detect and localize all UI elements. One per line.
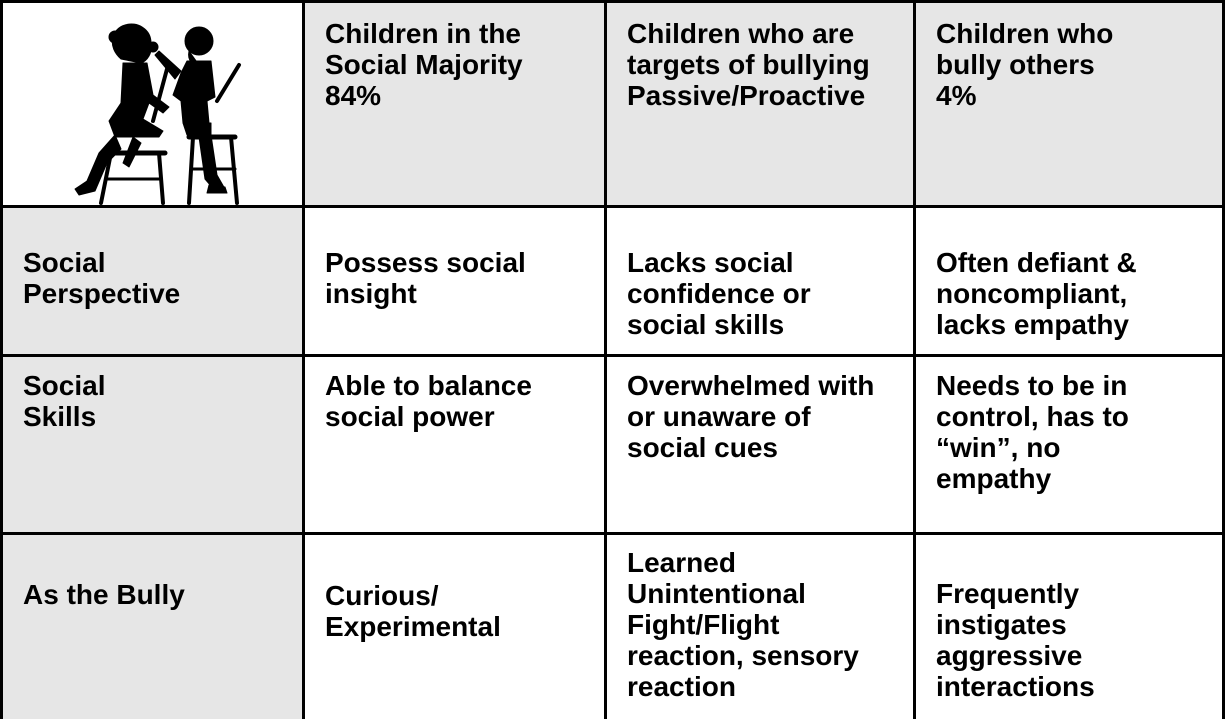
column-divider xyxy=(913,0,916,719)
column-divider xyxy=(604,0,607,719)
row2-col2-cell: Overwhelmed with or unaware of social cues xyxy=(627,370,875,463)
row-divider xyxy=(0,205,1225,208)
column-divider xyxy=(302,0,305,719)
row1-col2-cell: Lacks social confidence or social skills xyxy=(627,247,811,340)
row3-col1-cell: Curious/ Experimental xyxy=(325,580,501,642)
row-divider xyxy=(0,354,1225,357)
row3-col3-cell: Frequently instigates aggressive interactions xyxy=(936,578,1095,702)
row2-col3-cell: Needs to be in control, has to “win”, no empathy xyxy=(936,370,1129,494)
row3-label-bg xyxy=(3,535,302,719)
header-children-who-bully: Children who bully others 4% xyxy=(936,18,1114,111)
table-border-top xyxy=(0,0,1225,3)
row2-col1-cell: Able to balance social power xyxy=(325,370,532,432)
header-targets-of-bullying: Children who are targets of bullying Passive/Proactive xyxy=(627,18,870,111)
row-label-as-the-bully: As the Bully xyxy=(23,579,185,610)
row1-col1-cell: Possess social insight xyxy=(325,247,526,309)
row-label-social-perspective: Social Perspective xyxy=(23,247,181,309)
row-label-social-skills: Social Skills xyxy=(23,370,106,432)
row1-col3-cell: Often defiant & noncompliant, lacks empathy xyxy=(936,247,1137,340)
row3-col2-cell: Learned Unintentional Fight/Flight reaction, sensory reaction xyxy=(627,547,859,702)
two-children-silhouette-icon xyxy=(3,3,305,205)
header-social-majority: Children in the Social Majority 84% xyxy=(325,18,523,111)
table-border-left xyxy=(0,0,3,719)
row-divider xyxy=(0,532,1225,535)
